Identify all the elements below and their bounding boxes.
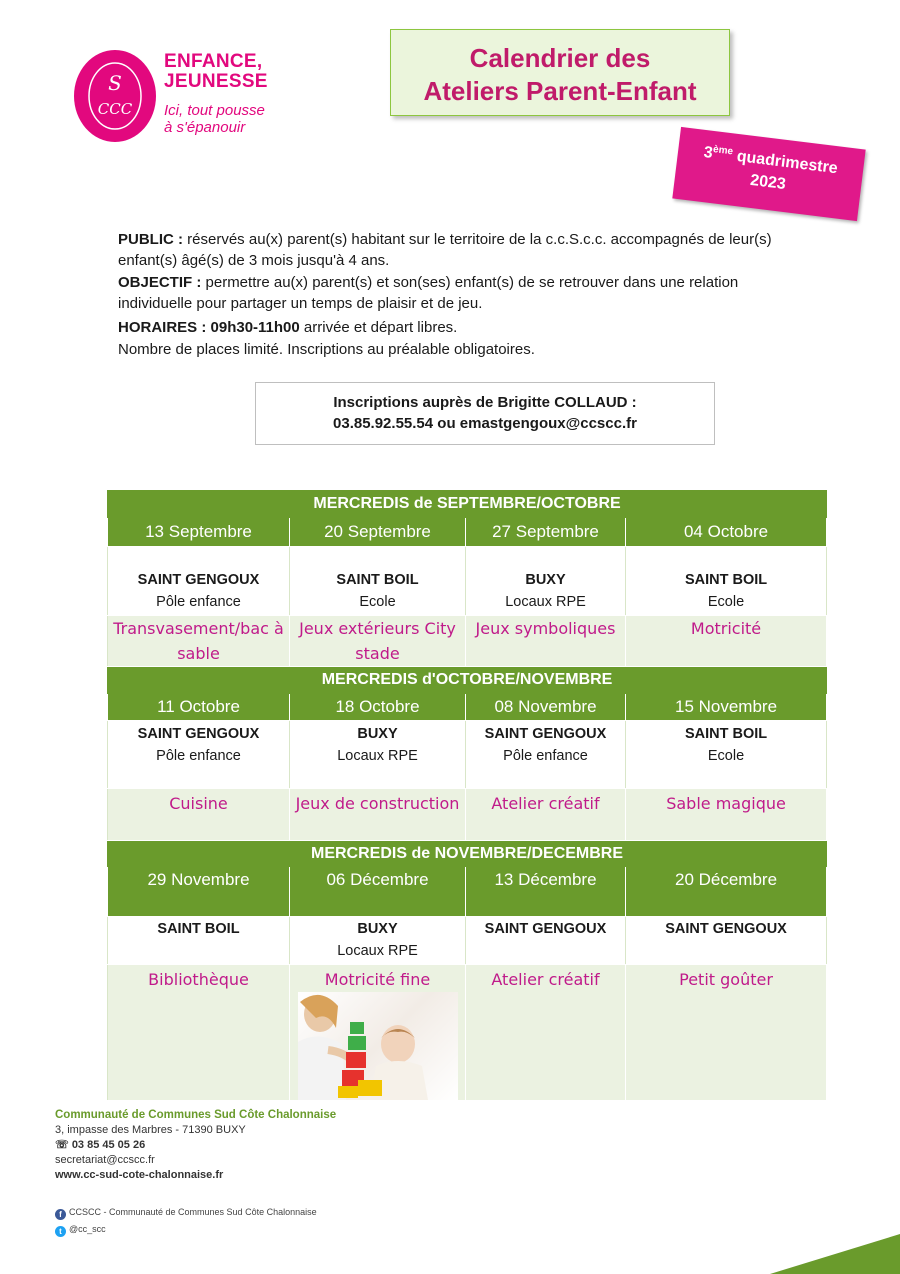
activity-row [108, 789, 827, 841]
footer-org: Communauté de Communes Sud Côte Chalonnaise [55, 1109, 337, 1121]
footer-contact [55, 1108, 336, 1183]
inscription-details: 03.85.92.55.54 ou emastgengoux@ccscc.fr [333, 415, 637, 432]
logo-title: ENFANCE, JEUNESSE [164, 51, 268, 92]
footer-email[interactable]: secretariat@ccscc.fr [55, 1154, 155, 1166]
place-row [108, 917, 827, 965]
svg-text:S: S [108, 71, 122, 95]
dates-row [108, 518, 827, 547]
horaires-paragraph: HORAIRES : 09h30-11h00 arrivée et départ libres. [118, 319, 458, 336]
parent-child-photo [298, 992, 458, 1100]
activity-cell: Motricité [626, 616, 827, 667]
place-cell: SAINT GENGOUX Pôle enfance [466, 721, 626, 789]
date-cell: 20 Septembre [290, 518, 466, 547]
intro-text [118, 229, 778, 361]
logo-tagline: Ici, tout pousse à s'épanouir [164, 102, 265, 136]
place-row [108, 721, 827, 789]
date-cell: 29 Novembre [108, 867, 290, 917]
title-line-1: Calendrier des [469, 43, 651, 73]
activity-cell: Jeux extérieurs City stade [290, 616, 466, 667]
date-cell: 11 Octobre [108, 694, 290, 721]
date-cell: 06 Décembre [290, 867, 466, 917]
place-cell: BUXY Locaux RPE [290, 721, 466, 789]
footer-url[interactable]: www.cc-sud-cote-chalonnaise.fr [55, 1169, 224, 1181]
place-cell: SAINT BOIL Ecole [626, 547, 827, 616]
activity-cell: Cuisine [108, 789, 290, 841]
place-cell: SAINT BOIL Ecole [290, 547, 466, 616]
twitter-icon: t [55, 1226, 66, 1237]
date-cell: 08 Novembre [466, 694, 626, 721]
block-header: MERCREDIS de NOVEMBRE/DECEMBRE [108, 841, 827, 867]
facebook-link[interactable]: f CCSCC - Communauté de Communes Sud Côte Chalonnaise [55, 1204, 317, 1221]
dates-row [108, 694, 827, 721]
twitter-link[interactable]: t @cc_scc [55, 1221, 317, 1238]
place-cell: BUXY Locaux RPE [466, 547, 626, 616]
inscription-contact: Inscriptions auprès de Brigitte COLLAUD : [333, 394, 637, 411]
date-cell: 15 Novembre [626, 694, 827, 721]
activity-label: Motricité fine [324, 970, 431, 989]
activity-cell: Atelier créatif [466, 965, 626, 1101]
activity-cell: Transvasement/bac à sable [108, 616, 290, 667]
social-links [55, 1204, 317, 1238]
phone-icon: ☏ [55, 1139, 72, 1151]
place-cell: SAINT GENGOUX Pôle enfance [108, 721, 290, 789]
activity-cell-with-photo [290, 965, 466, 1101]
svg-text:CCC: CCC [97, 100, 133, 118]
place-cell: SAINT GENGOUX [466, 917, 626, 965]
activity-cell: Petit goûter [626, 965, 827, 1101]
logo [74, 50, 294, 150]
block-header: MERCREDIS d'OCTOBRE/NOVEMBRE [108, 667, 827, 694]
place-row [108, 547, 827, 616]
date-cell: 04 Octobre [626, 518, 827, 547]
activity-cell: Jeux de construction [290, 789, 466, 841]
schedule-table [107, 490, 827, 1101]
activity-row [108, 965, 827, 1101]
date-cell: 13 Décembre [466, 867, 626, 917]
footer-phone: ☏ 03 85 45 05 26 [55, 1139, 146, 1151]
place-cell: BUXY Locaux RPE [290, 917, 466, 965]
activity-cell: Atelier créatif [466, 789, 626, 841]
activity-cell: Jeux symboliques [466, 616, 626, 667]
place-cell: SAINT GENGOUX [626, 917, 827, 965]
places-paragraph: Nombre de places limité. Inscriptions au préalable obligatoires. [118, 341, 535, 358]
activity-cell: Bibliothèque [108, 965, 290, 1101]
block-header: MERCREDIS de SEPTEMBRE/OCTOBRE [108, 491, 827, 518]
corner-decoration [770, 1234, 900, 1274]
dates-row [108, 867, 827, 917]
date-cell: 13 Septembre [108, 518, 290, 547]
activity-row [108, 616, 827, 667]
date-cell: 20 Décembre [626, 867, 827, 917]
place-cell: SAINT GENGOUX Pôle enfance [108, 547, 290, 616]
date-cell: 27 Septembre [466, 518, 626, 547]
objectif-paragraph: OBJECTIF : permettre au(x) parent(s) et son(ses) enfant(s) de se retrouver dans une relation individuelle pour partager un temps de plaisir et de jeu. [118, 274, 739, 312]
public-paragraph: PUBLIC : réservés au(x) parent(s) habitant sur le territoire de la c.c.S.c.c. accompagnés de leur(s) enfant(s) âgé(s) de 3 mois jusqu'à 4 ans. [118, 231, 772, 269]
place-cell: SAINT BOIL [108, 917, 290, 965]
title-line-2: Ateliers Parent-Enfant [423, 76, 697, 106]
date-cell: 18 Octobre [290, 694, 466, 721]
period-badge: 3ème quadrimestre 2023 [672, 127, 865, 221]
inscription-box [255, 382, 715, 445]
facebook-icon: f [55, 1209, 66, 1220]
place-cell: SAINT BOIL Ecole [626, 721, 827, 789]
activity-cell: Sable magique [626, 789, 827, 841]
footer-address: 3, impasse des Marbres - 71390 BUXY [55, 1124, 246, 1136]
page-title [390, 29, 730, 116]
logo-mark [74, 50, 156, 142]
